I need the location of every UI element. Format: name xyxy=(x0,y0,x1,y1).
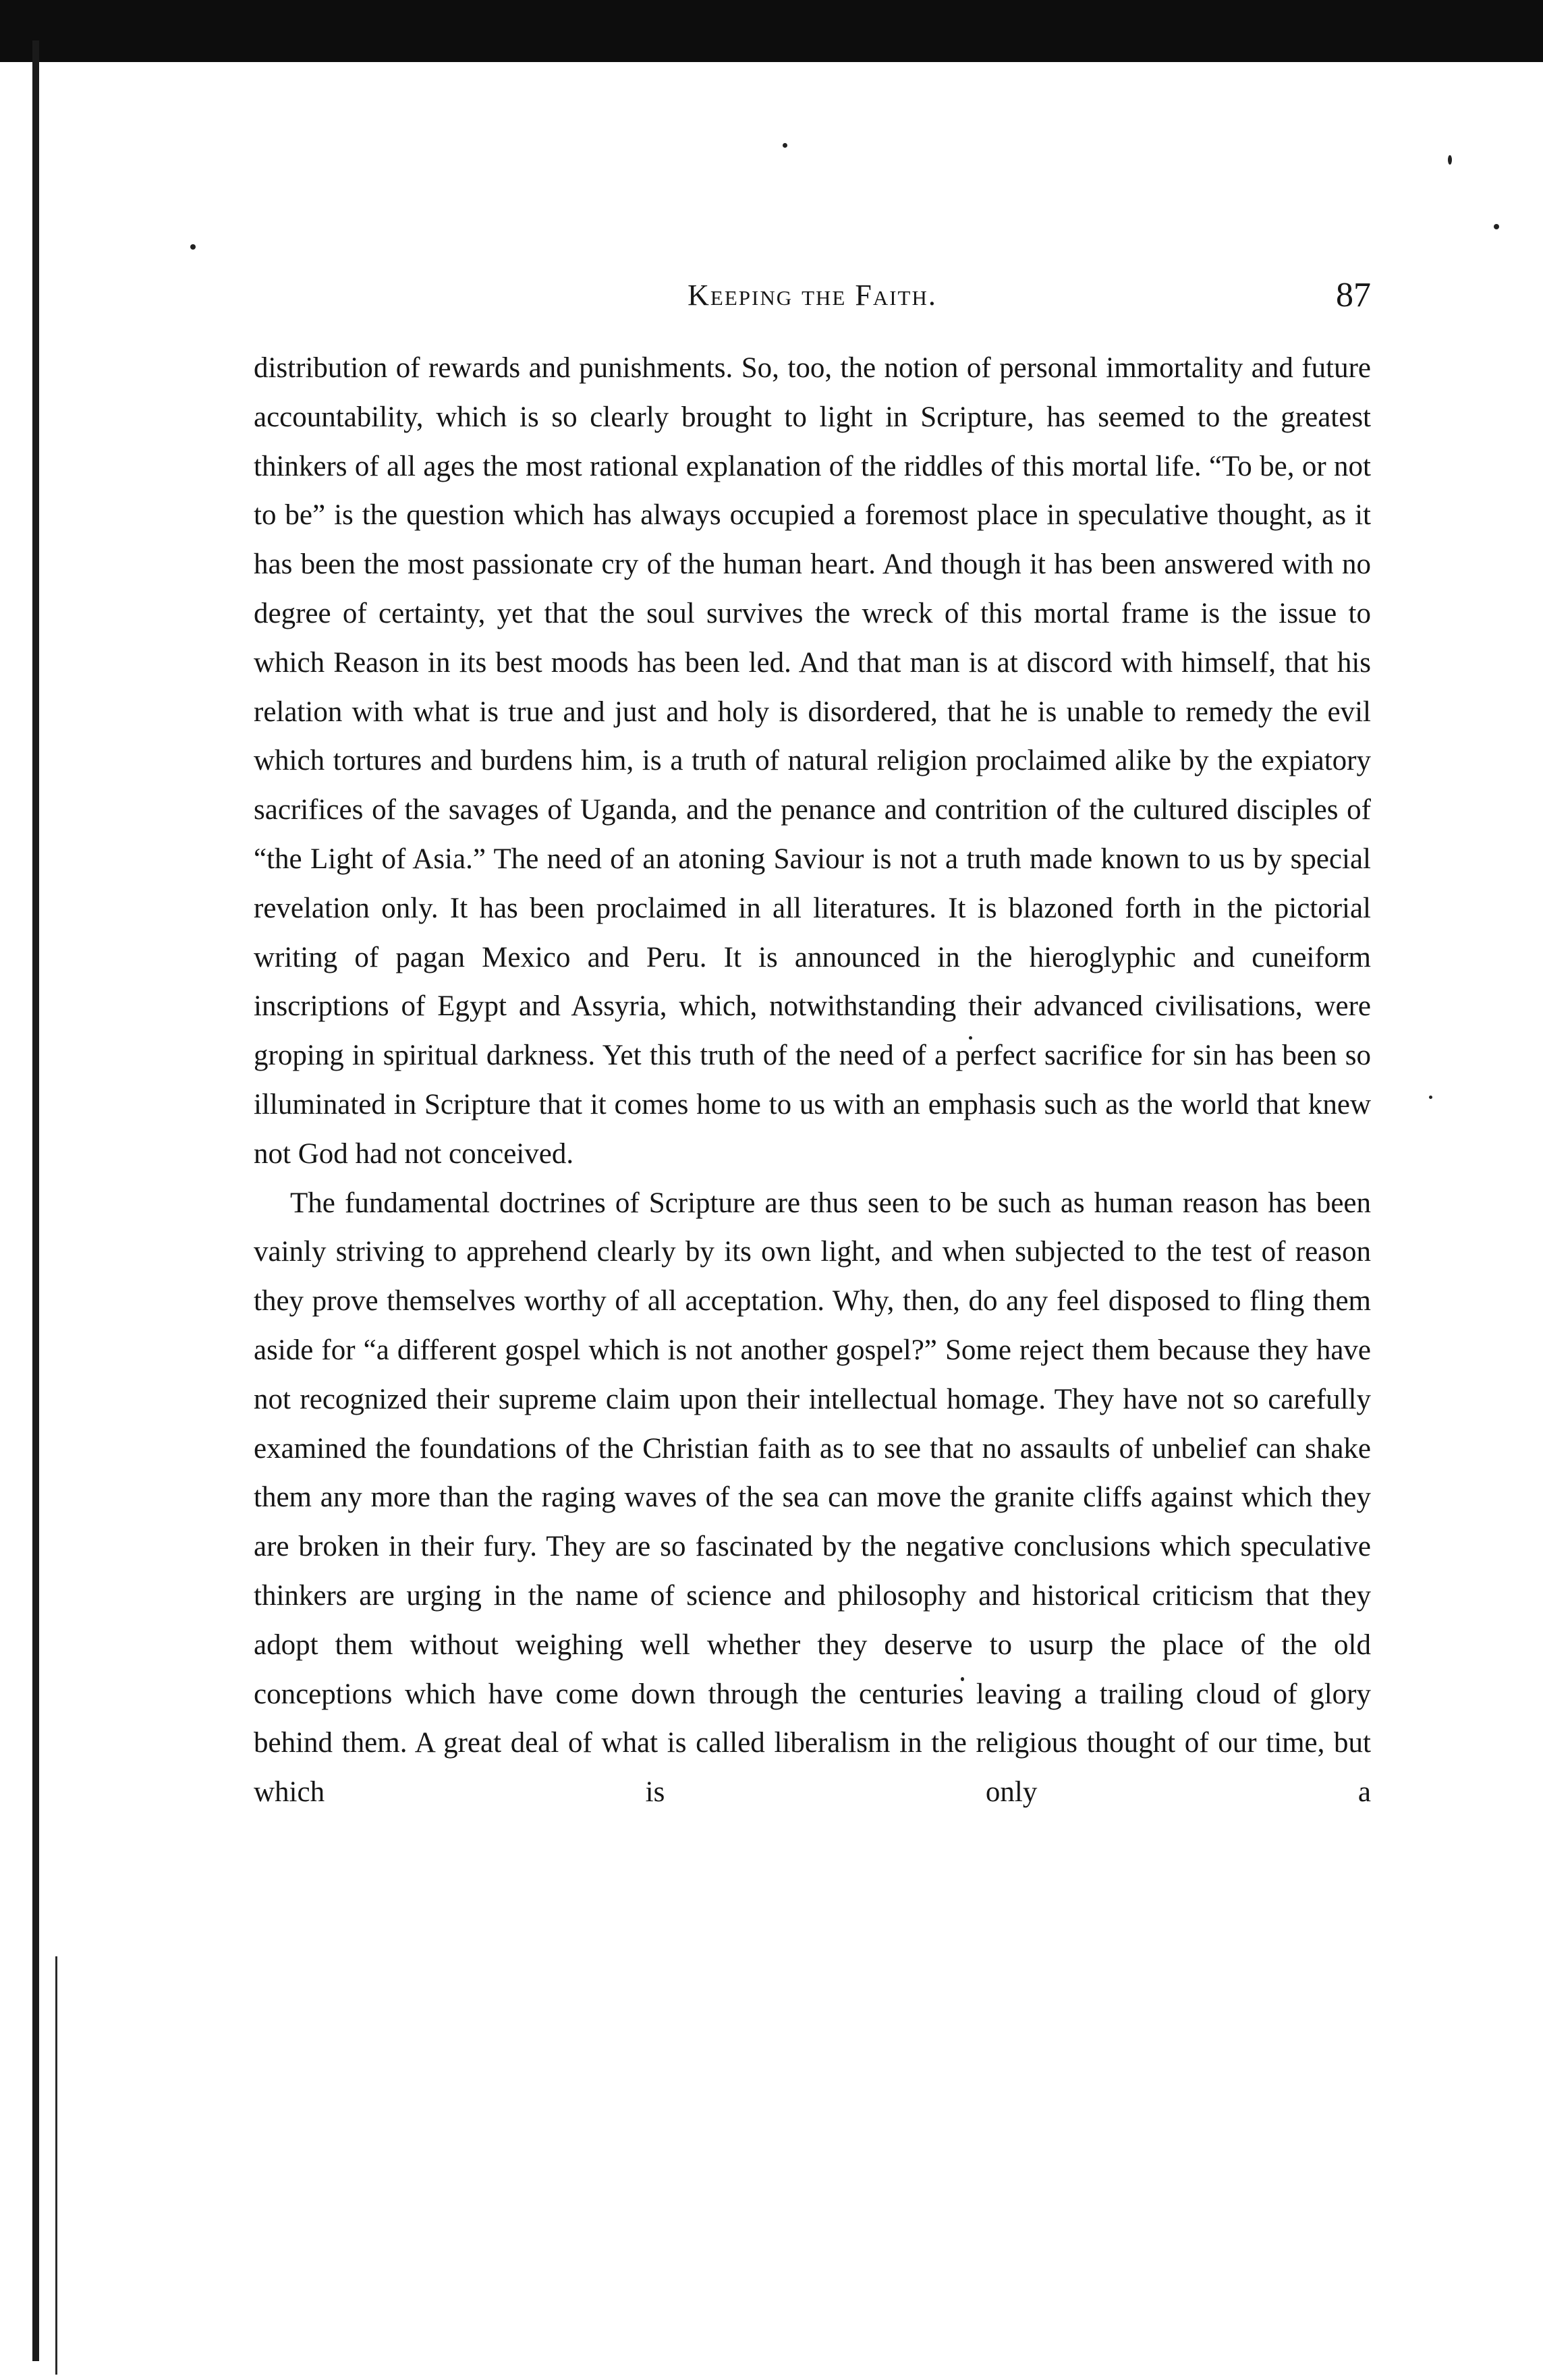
body-text xyxy=(254,344,1371,1817)
scan-left-edge xyxy=(32,40,39,2361)
running-head xyxy=(254,268,1371,322)
scan-left-edge-thin xyxy=(55,1956,57,2375)
running-title: Keeping the Faith. xyxy=(688,279,937,312)
scan-speck xyxy=(1494,224,1499,229)
scan-speck xyxy=(1429,1096,1432,1099)
page-number: 87 xyxy=(1336,276,1371,314)
scan-speck xyxy=(783,143,787,148)
scan-speck xyxy=(1448,155,1452,165)
scan-speck xyxy=(190,244,196,250)
paragraph-2: The fundamental doctrines of Scripture are thus seen to be such as human reason has been vainly striving to apprehend clearly by its own light, and when subjected to the test of reason they prove themselves worthy of all acceptation. Why, then, do any feel disposed to fling them aside for “a different gospel which is not another gospel?” Some reject them because they have not recognized their supreme claim upon their intellectual homage. They have not so carefully examined the foundations of the Christian faith as to see that no assaults of unbelief can shake them any more than the raging waves of the sea can move the granite cliffs against which they are broken in their fury. They are so fascinated by the negative conclusions which speculative thinkers are urging in the name of science and philosophy and historical criticism that they adopt them without weighing well whether they deserve to usurp the place of the old conceptions which have come down through the centuries leaving a trailing cloud of glory behind them. A great deal of what is called liberalism in the religious thought of our time, but which is only a xyxy=(254,1187,1371,1809)
scan-top-border xyxy=(0,0,1543,62)
paragraph-1: distribution of rewards and punishments. So, too, the notion of personal immortality and future accountability, which is so clearly brought to light in Scripture, has seemed to the greatest thinkers of all ages the most rational explanation of the riddles of this mortal life. “To be, or not to be” is the question which has always occupied a foremost place in speculative thought, as it has been the most passionate cry of the human heart. And though it has been answered with no degree of certainty, yet that the soul survives the wreck of this mortal frame is the issue to which Reason in its best moods has been led. And that man is at discord with himself, that his relation with what is true and just and holy is disordered, that he is unable to remedy the evil which tortures and burdens him, is a truth of natural religion proclaimed alike by the expiatory sacrifices of the savages of Uganda, and the penance and contrition of the cultured disciples of “the Light of Asia.” The need of an atoning Saviour is not a truth made known to us by special revelation only. It has been proclaimed in all literatures. It is blazoned forth in the pictorial writing of pagan Mexico and Peru. It is announced in the hieroglyphic and cuneiform inscriptions of Egypt and Assyria, which, notwithstanding their advanced civilisations, were groping in spiritual darkness. Yet this truth of the need of a perfect sacrifice for sin has been so illuminated in Scripture that it comes home to us with an emphasis such as the world that knew not God had not conceived. xyxy=(254,352,1371,1170)
